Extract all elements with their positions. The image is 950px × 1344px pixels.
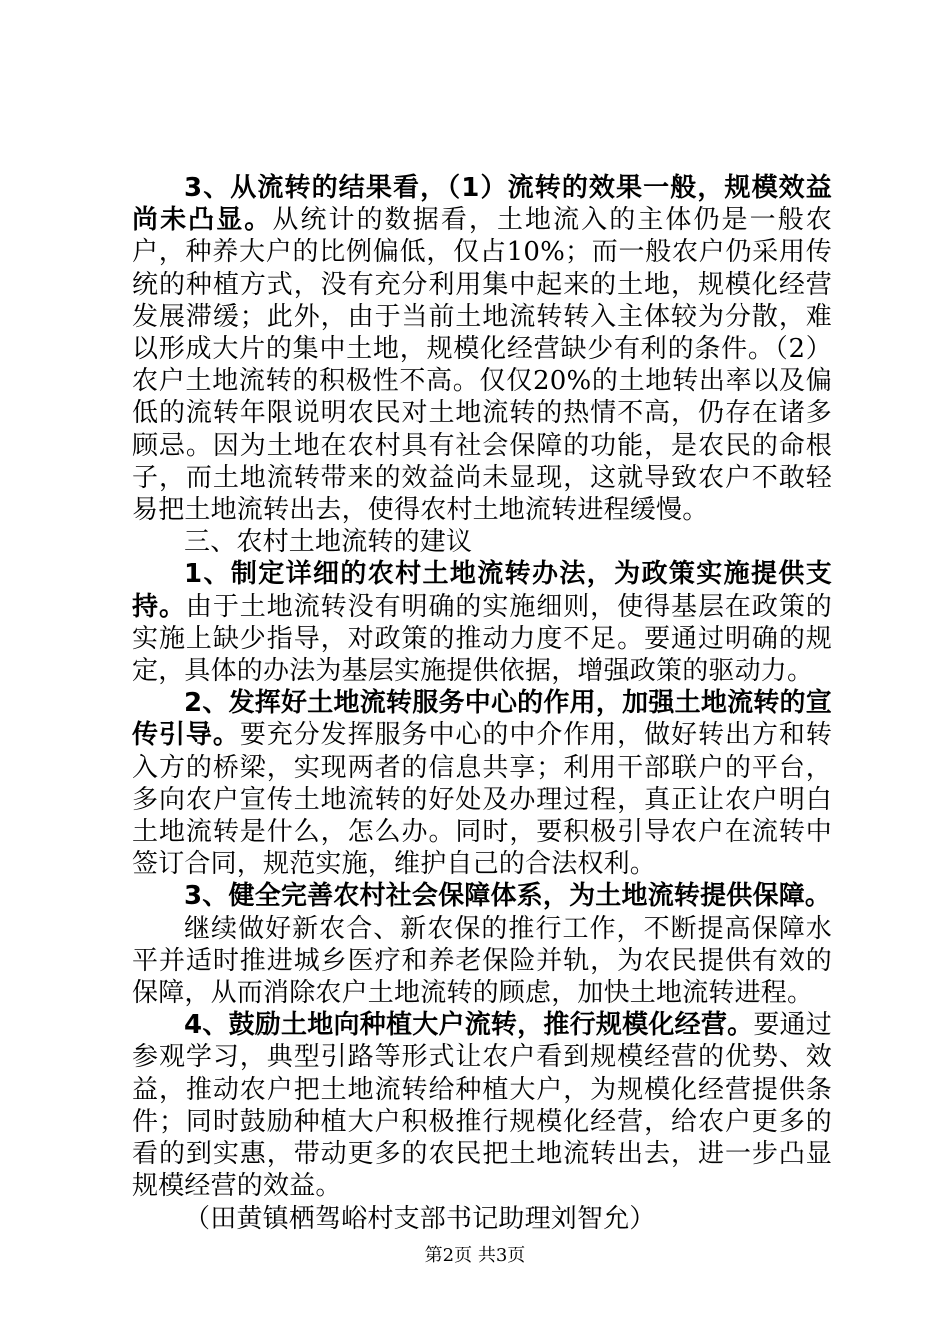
section-heading (132, 526, 832, 558)
paragraph-text: 要充分发挥服务中心的中介作用，做好转出方和转入方的桥梁，实现两者的信息共享；利用干部联户的平台，多向农户宣传土地流转的好处及办理过程，真正让农户明白土地流转是什么，怎么办。同时，要积极引导农户在流转中签订合同，规范实施，维护自己的合法权利。 (132, 720, 832, 880)
page-number: 第2页 共3页 (424, 1245, 526, 1266)
paragraph-suggestion-3-body (132, 913, 832, 1010)
paragraph-heading: 3、健全完善农村社会保障体系，为土地流转提供保障。 (184, 881, 832, 912)
paragraph-text: 由于土地流转没有明确的实施细则，使得基层在政策的实施上缺少指导，对政策的推动力度不足。要通过明确的规定，具体的办法为基层实施提供依据，增强政策的驱动力。 (132, 591, 832, 687)
paragraph-suggestion-1 (132, 558, 832, 687)
paragraph-heading: 4、鼓励土地向种植大户流转，推行规模化经营。 (184, 1010, 754, 1041)
paragraph-heading: 2、发挥好土地流转服务中心的作用，加强土地流转的宣传引导。 (132, 688, 832, 751)
paragraph-heading: 1、制定详细的农村土地流转办法，为政策实施提供支持。 (132, 559, 832, 622)
paragraph-suggestion-3 (132, 880, 832, 912)
paragraph-text: 从统计的数据看，土地流入的主体仍是一般农户，种养大户的比例偏低，仅占10%；而一般农户仍采用传统的种植方式，没有充分利用集中起来的土地，规模化经营发展滞缓；此外，由于当前土地流转转入主体较为分散，难以形成大片的集中土地，规模化经营缺少有利的条件。（2）农户土地流转的积极性不高。仅仅20%的土地转出率以及偏低的流转年限说明农民对土地流转的热情不高，仍存在诸多顾忌。因为土地在农村具有社会保障的功能，是农民的命根子，而土地流转带来的效益尚未显现，这就导致农户不敢轻易把土地流转出去，使得农村土地流转进程缓慢。 (132, 205, 832, 526)
signature-text: （田黄镇栖驾峪村支部书记助理刘智允） (184, 1203, 656, 1234)
paragraph-heading: 3、从流转的结果看，（1）流转的效果一般，规模效益尚未凸显。 (132, 173, 832, 236)
paragraph-result-3 (132, 172, 832, 526)
paragraph-suggestion-4 (132, 1009, 832, 1202)
document-body (132, 172, 832, 1235)
section-heading-text: 三、农村土地流转的建议 (184, 527, 473, 558)
paragraph-text: 继续做好新农合、新农保的推行工作，不断提高保障水平并适时推进城乡医疗和养老保险并轨，为农民提供有效的保障，从而消除农户土地流转的顾虑，加快土地流转进程。 (132, 913, 832, 1009)
paragraph-suggestion-2 (132, 687, 832, 880)
author-signature (132, 1203, 832, 1235)
paragraph-text: 要通过参观学习，典型引路等形式让农户看到规模经营的优势、效益，推动农户把土地流转给种植大户，为规模化经营提供条件；同时鼓励种植大户积极推行规模化经营，给农户更多的看的到实惠，带动更多的农民把土地流转出去，进一步凸显规模经营的效益。 (132, 1010, 832, 1202)
page-footer (0, 1245, 950, 1267)
